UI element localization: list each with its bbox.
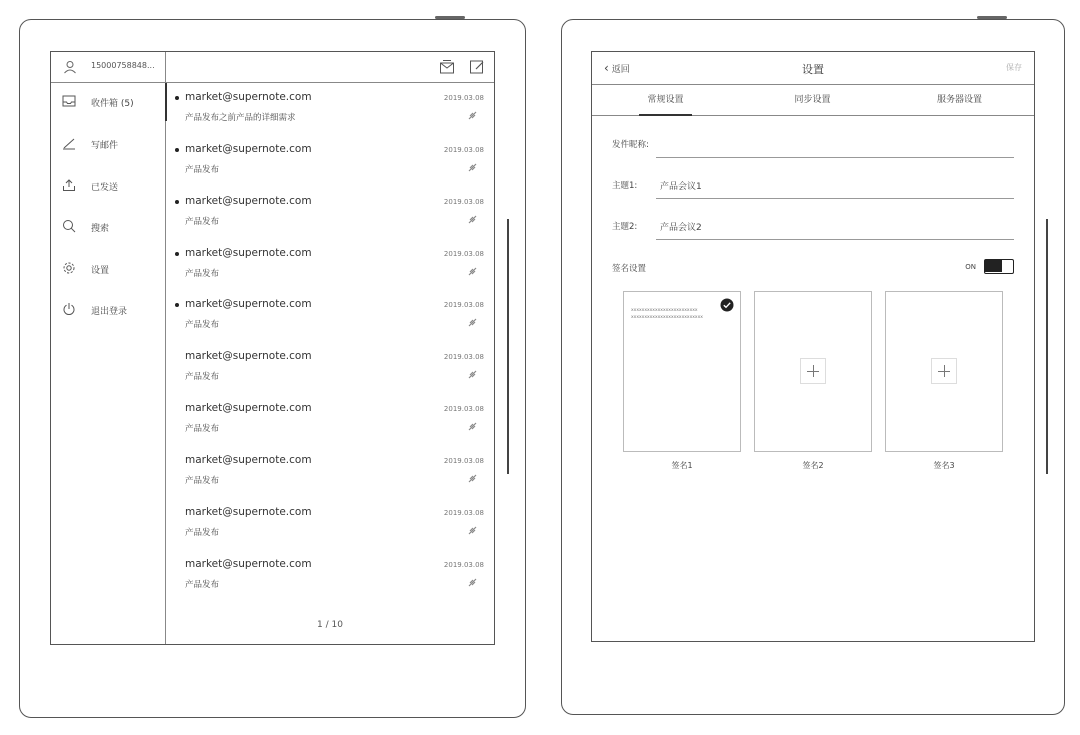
unread-dot [175,200,179,204]
scroll-indicator[interactable] [507,219,509,474]
mail-subject: 产品发布 [185,528,220,538]
signature-settings-header [612,259,1014,279]
compose-icon[interactable] [469,59,485,75]
signature-card-2[interactable] [754,291,872,452]
nav-item-compose[interactable] [51,125,165,163]
signature-card-label: 签名2 [802,461,824,470]
signature-card-label: 签名1 [671,461,693,470]
signature-toggle[interactable] [984,259,1014,274]
mail-subject: 产品发布 [185,476,220,486]
mail-item[interactable] [166,239,494,291]
mail-sender: market@supernote.com [185,247,312,259]
unread-dot [175,96,179,100]
mail-subject: 产品发布 [185,424,220,434]
mark-read-icon[interactable] [439,59,455,75]
mail-date: 2019.03.08 [443,561,484,569]
signature-card-1[interactable] [623,291,741,452]
signature-card-label: 签名3 [933,461,955,470]
mail-sender: market@supernote.com [185,402,312,414]
mail-item[interactable] [166,187,494,239]
mail-list [166,83,494,644]
mail-subject: 产品发布 [185,165,220,175]
nav-label: 写邮件 [91,141,119,151]
mail-item[interactable] [166,550,494,602]
mail-sidebar [51,83,166,644]
mail-sender: market@supernote.com [185,143,312,155]
mail-date: 2019.03.08 [443,250,484,258]
attachment-icon [468,215,477,224]
mail-sender: market@supernote.com [185,454,312,466]
signature-card-3[interactable] [885,291,1003,452]
signature-label: 签名设置 [612,264,647,274]
settings-tabs [592,85,1034,116]
nav-item-search[interactable] [51,208,165,246]
mail-sender: market@supernote.com [185,195,312,207]
mail-subject: 产品发布 [185,217,220,227]
nav-label: 已发送 [91,183,119,193]
save-button[interactable]: 保存 [1006,63,1022,72]
plus-icon [800,358,826,384]
nav-label: 退出登录 [91,307,128,317]
tab-server[interactable]: 服务器设置 [936,95,982,105]
mail-top-bar [51,52,494,83]
field-underline [656,239,1014,240]
power-button [435,16,465,19]
signature-line: xxxxxxxxxxxxxxxxxxxxxxxxxxx [631,315,703,320]
attachment-icon [468,370,477,379]
nav-item-inbox[interactable] [51,83,167,121]
mail-date: 2019.03.08 [443,509,484,517]
attachment-icon [468,474,477,483]
mail-subject: 产品发布之前产品的详细需求 [185,113,296,123]
nav-label: 搜索 [91,224,110,234]
mail-subject: 产品发布 [185,580,220,590]
mail-subject: 产品发布 [185,372,220,382]
mail-date: 2019.03.08 [443,94,484,102]
account-name: 15000758848... [91,61,155,70]
page-indicator[interactable]: 1 / 10 [317,620,343,630]
toggle-label: ON [965,263,976,271]
power-button [977,16,1007,19]
mail-date: 2019.03.08 [443,301,484,309]
settings-nav-bar [592,52,1034,85]
signature-line: xxxxxxxxxxxxxxxxxxxxxxxxx [631,308,698,313]
pen-icon [62,136,76,150]
search-icon [62,219,76,233]
unread-dot [175,252,179,256]
attachment-icon [468,318,477,327]
tab-general[interactable]: 常规设置 [592,85,739,115]
right-tablet-frame [561,19,1065,715]
mail-item[interactable] [166,83,494,135]
attachment-icon [468,163,477,172]
scroll-indicator[interactable] [1046,219,1048,474]
mail-date: 2019.03.08 [443,146,484,154]
field-value: 产品会议1 [660,182,702,192]
nav-item-logout[interactable] [51,291,165,329]
gear-icon [62,261,76,275]
mail-date: 2019.03.08 [443,353,484,361]
toggle-knob [985,260,1002,272]
back-label: 返回 [611,65,630,75]
settings-screen [591,51,1035,642]
left-tablet-frame [19,19,526,718]
mail-item[interactable] [166,394,494,446]
subject1-field[interactable] [612,169,1014,199]
mail-item[interactable] [166,342,494,394]
mail-sender: market@supernote.com [185,350,312,362]
attachment-icon [468,111,477,120]
mail-date: 2019.03.08 [443,405,484,413]
mail-sender: market@supernote.com [185,558,312,570]
mail-subject: 产品发布 [185,320,220,330]
nav-item-sent[interactable] [51,167,165,205]
mail-sender: market@supernote.com [185,506,312,518]
field-underline [656,157,1014,158]
field-label: 主题2: [612,222,638,232]
mail-subject: 产品发布 [185,269,220,279]
user-icon [63,60,77,74]
unread-dot [175,303,179,307]
unread-dot [175,148,179,152]
mail-screen [50,51,495,645]
power-icon [62,302,76,316]
subject2-field[interactable] [612,210,1014,240]
mail-date: 2019.03.08 [443,457,484,465]
mail-sender: market@supernote.com [185,91,312,103]
field-label: 主题1: [612,181,638,191]
attachment-icon [468,526,477,535]
nav-item-settings[interactable] [51,250,165,288]
field-underline [656,198,1014,199]
attachment-icon [468,422,477,431]
page-title: 设置 [802,63,824,76]
nav-label: 设置 [91,266,110,276]
account-area[interactable] [51,52,166,82]
field-label: 发件昵称: [612,140,649,150]
mail-sender: market@supernote.com [185,298,312,310]
tab-sync[interactable]: 同步设置 [794,95,831,105]
inbox-icon [62,94,76,108]
nav-label: 收件箱 (5) [91,99,134,109]
mail-item[interactable] [166,498,494,550]
plus-icon [931,358,957,384]
mail-item[interactable] [166,446,494,498]
mail-item[interactable] [166,135,494,187]
attachment-icon [468,267,477,276]
chevron-left-icon: ‹ [604,61,609,75]
attachment-icon [468,578,477,587]
upload-icon [62,178,76,192]
sender-nickname-field[interactable] [612,128,1014,158]
mail-date: 2019.03.08 [443,198,484,206]
field-value: 产品会议2 [660,223,702,233]
mail-item[interactable] [166,290,494,342]
check-circle-icon [720,298,734,312]
